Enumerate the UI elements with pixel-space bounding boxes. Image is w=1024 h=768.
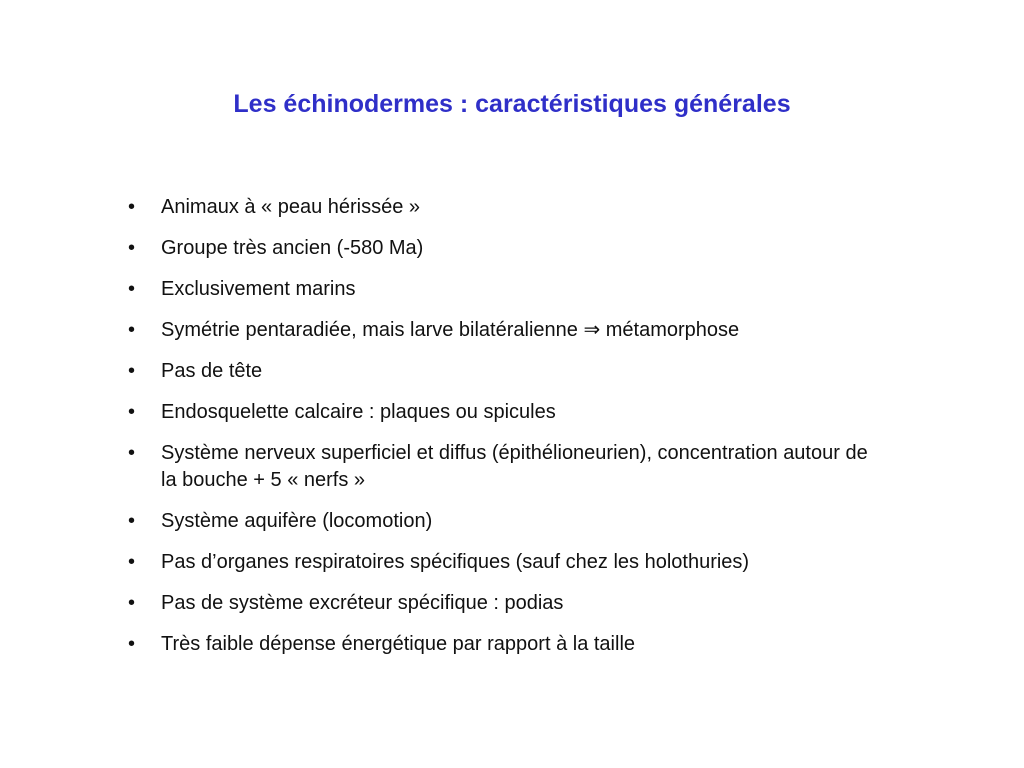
bullet-icon: •: [128, 401, 136, 423]
bullet-icon: •: [128, 278, 136, 300]
slide-title: Les échinodermes : caractéristiques générales: [233, 90, 791, 118]
bullet-icon: •: [128, 551, 136, 573]
bullet-item: [128, 440, 888, 494]
bullet-item: [128, 235, 888, 262]
bullet-text: Pas de tête: [161, 360, 263, 382]
bullet-text: Symétrie pentaradiée, mais larve bilatéralienne ⇒ métamorphose: [161, 319, 740, 341]
bullet-text: Animaux à « peau hérissée »: [161, 196, 421, 218]
bullet-text: Pas de système excréteur spécifique : podias: [161, 592, 564, 614]
bullet-list: [128, 194, 888, 672]
bullet-item: [128, 358, 888, 385]
bullet-item: [128, 317, 888, 344]
bullet-text: Système nerveux superficiel et diffus (épithélioneurien), concentration autour de la bouche + 5 « nerfs »: [161, 442, 868, 491]
bullet-text: Pas d’organes respiratoires spécifiques (sauf chez les holothuries): [161, 551, 750, 573]
bullet-icon: •: [128, 360, 136, 382]
bullet-item: [128, 194, 888, 221]
bullet-item: [128, 549, 888, 576]
bullet-text: Exclusivement marins: [161, 278, 356, 300]
bullet-icon: •: [128, 592, 136, 614]
bullet-icon: •: [128, 633, 136, 655]
bullet-item: [128, 508, 888, 535]
bullet-text: Système aquifère (locomotion): [161, 510, 433, 532]
bullet-text: Groupe très ancien (-580 Ma): [161, 237, 424, 259]
bullet-icon: •: [128, 237, 136, 259]
bullet-item: [128, 399, 888, 426]
bullet-icon: •: [128, 442, 136, 464]
bullet-text: Endosquelette calcaire : plaques ou spicules: [161, 401, 556, 423]
bullet-icon: •: [128, 510, 136, 532]
bullet-icon: •: [128, 319, 136, 341]
bullet-item: [128, 276, 888, 303]
bullet-item: [128, 631, 888, 658]
bullet-icon: •: [128, 196, 136, 218]
bullet-item: [128, 590, 888, 617]
bullet-text: Très faible dépense énergétique par rapport à la taille: [161, 633, 636, 655]
